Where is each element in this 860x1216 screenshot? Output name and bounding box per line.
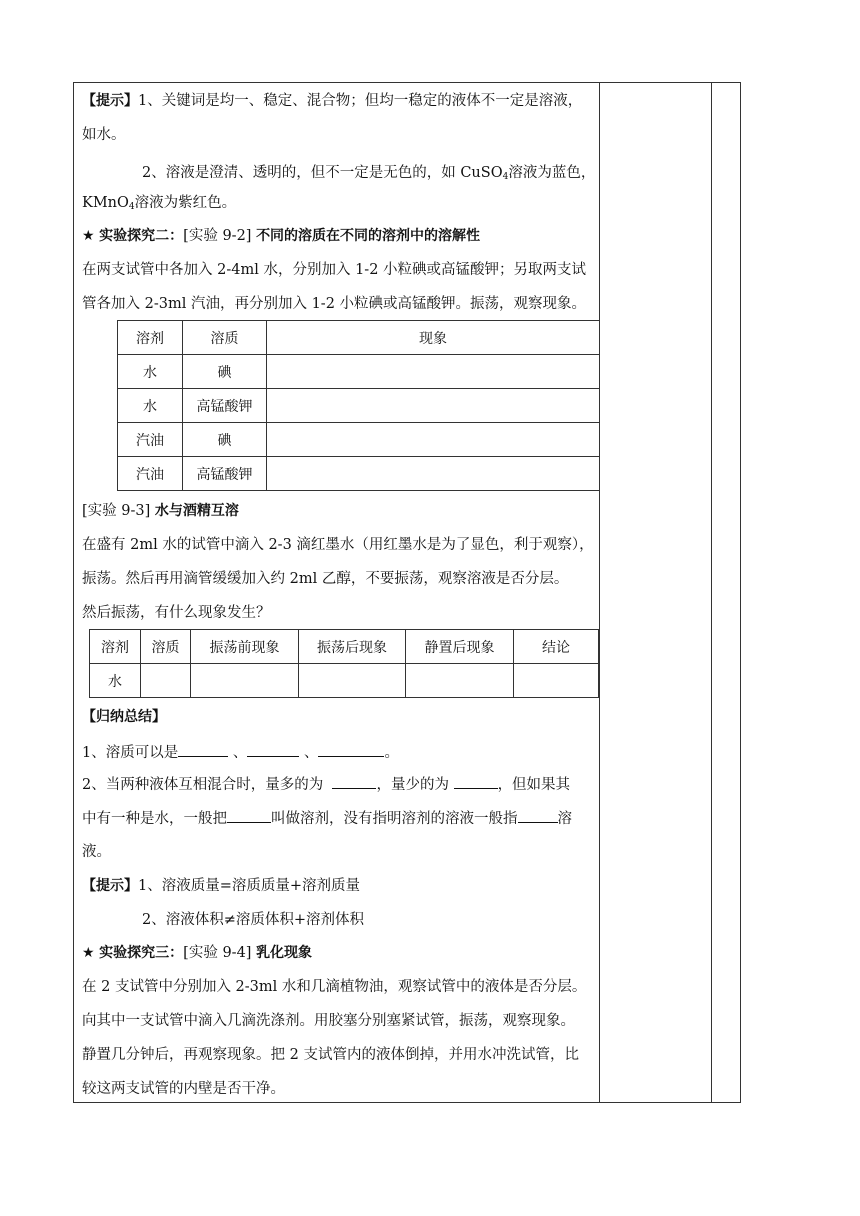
- table-row: 汽油 高锰酸钾: [118, 457, 600, 491]
- hint1-line4: KMnO$_4$溶液为紫红色。: [82, 195, 237, 212]
- exp4-desc-line1: 在 2 支试管中分别加入 2-3ml 水和几滴植物油，观察试管中的液体是否分层。: [82, 979, 587, 995]
- summary-q2-line2: 中有一种是水，一般把 叫做溶剂，没有指明溶剂的溶液一般指 溶: [82, 808, 572, 829]
- table-row: 汽油 碘: [118, 423, 600, 457]
- fill-blank[interactable]: [318, 742, 384, 757]
- table-header-row: 溶剂 溶质 现象: [118, 321, 600, 355]
- exp2-desc-line1: 在两支试管中各加入 2-4ml 水，分别加入 1-2 小粒碘或高锰酸钾；另取两支试: [82, 262, 587, 278]
- column-divider: [711, 83, 712, 1102]
- column-divider: [599, 83, 600, 1102]
- table-row: 水 高锰酸钾: [118, 389, 600, 423]
- summary-q1: 1、溶质可以是 、 、 。: [82, 742, 399, 763]
- summary-q2-line3: 液。: [82, 844, 111, 860]
- hint1-line2: 如水。: [82, 127, 126, 143]
- exp3-desc-line3: 然后振荡，有什么现象发生？: [82, 605, 271, 621]
- fill-blank[interactable]: [178, 742, 228, 757]
- exp4-desc-line3: 静置几分钟后，再观察现象。把 2 支试管内的液体倒掉，并用水冲洗试管，比: [82, 1047, 579, 1063]
- fill-blank[interactable]: [454, 774, 498, 789]
- hint2-line2: 2、溶液体积≠溶质体积+溶剂体积: [142, 912, 365, 928]
- hint-tag: 【提示】: [82, 878, 138, 894]
- solubility-table: [117, 320, 600, 491]
- exp3-desc-line2: 振荡。然后再用滴管缓缓加入约 2ml 乙醇，不要振荡，观察溶液是否分层。: [82, 571, 569, 587]
- exp2-heading: ★ 实验探究二：[实验 9-2] 不同的溶质在不同的溶剂中的溶解性: [82, 228, 481, 244]
- exp4-desc-line4: 较这两支试管的内壁是否干净。: [82, 1081, 285, 1097]
- table-row: 水 碘: [118, 355, 600, 389]
- star-icon: ★: [82, 945, 95, 961]
- fill-blank[interactable]: [332, 774, 376, 789]
- exp4-desc-line2: 向其中一支试管中滴入几滴洗涤剂。用胶塞分别塞紧试管，振荡，观察现象。: [82, 1013, 575, 1029]
- fill-blank[interactable]: [227, 808, 271, 823]
- hint2-line1: 【提示】1、溶液质量=溶质质量+溶剂质量: [82, 878, 361, 894]
- fill-blank[interactable]: [518, 808, 558, 823]
- mixing-table: [89, 629, 599, 698]
- table-header-row: 溶剂 溶质 振荡前现象 振荡后现象 静置后现象 结论: [90, 630, 599, 664]
- hint-tag: 【提示】: [82, 93, 138, 109]
- star-icon: ★: [82, 228, 95, 244]
- exp3-heading: [实验 9-3] 水与酒精互溶: [82, 503, 239, 519]
- table-row: 水: [90, 664, 599, 698]
- summary-title: 【归纳总结】: [82, 709, 166, 725]
- summary-q2-line1: 2、当两种液体互相混合时，量多的为 ，量少的为 ，但如果其: [82, 774, 570, 795]
- hint1-line3: 2、溶液是澄清、透明的，但不一定是无色的，如 CuSO$_4$溶液为蓝色，: [142, 165, 596, 182]
- exp2-desc-line2: 管各加入 2-3ml 汽油，再分别加入 1-2 小粒碘或高锰酸钾。振荡，观察现象。: [82, 296, 587, 312]
- hint1-line1: 【提示】1、关键词是均一、稳定、混合物；但均一稳定的液体不一定是溶液，: [82, 93, 583, 109]
- exp3-desc-line1: 在盛有 2ml 水的试管中滴入 2-3 滴红墨水（用红墨水是为了显色，利于观察），: [82, 537, 594, 553]
- exp4-heading: ★ 实验探究三：[实验 9-4] 乳化现象: [82, 945, 313, 961]
- fill-blank[interactable]: [247, 742, 299, 757]
- lesson-table: [73, 82, 741, 1103]
